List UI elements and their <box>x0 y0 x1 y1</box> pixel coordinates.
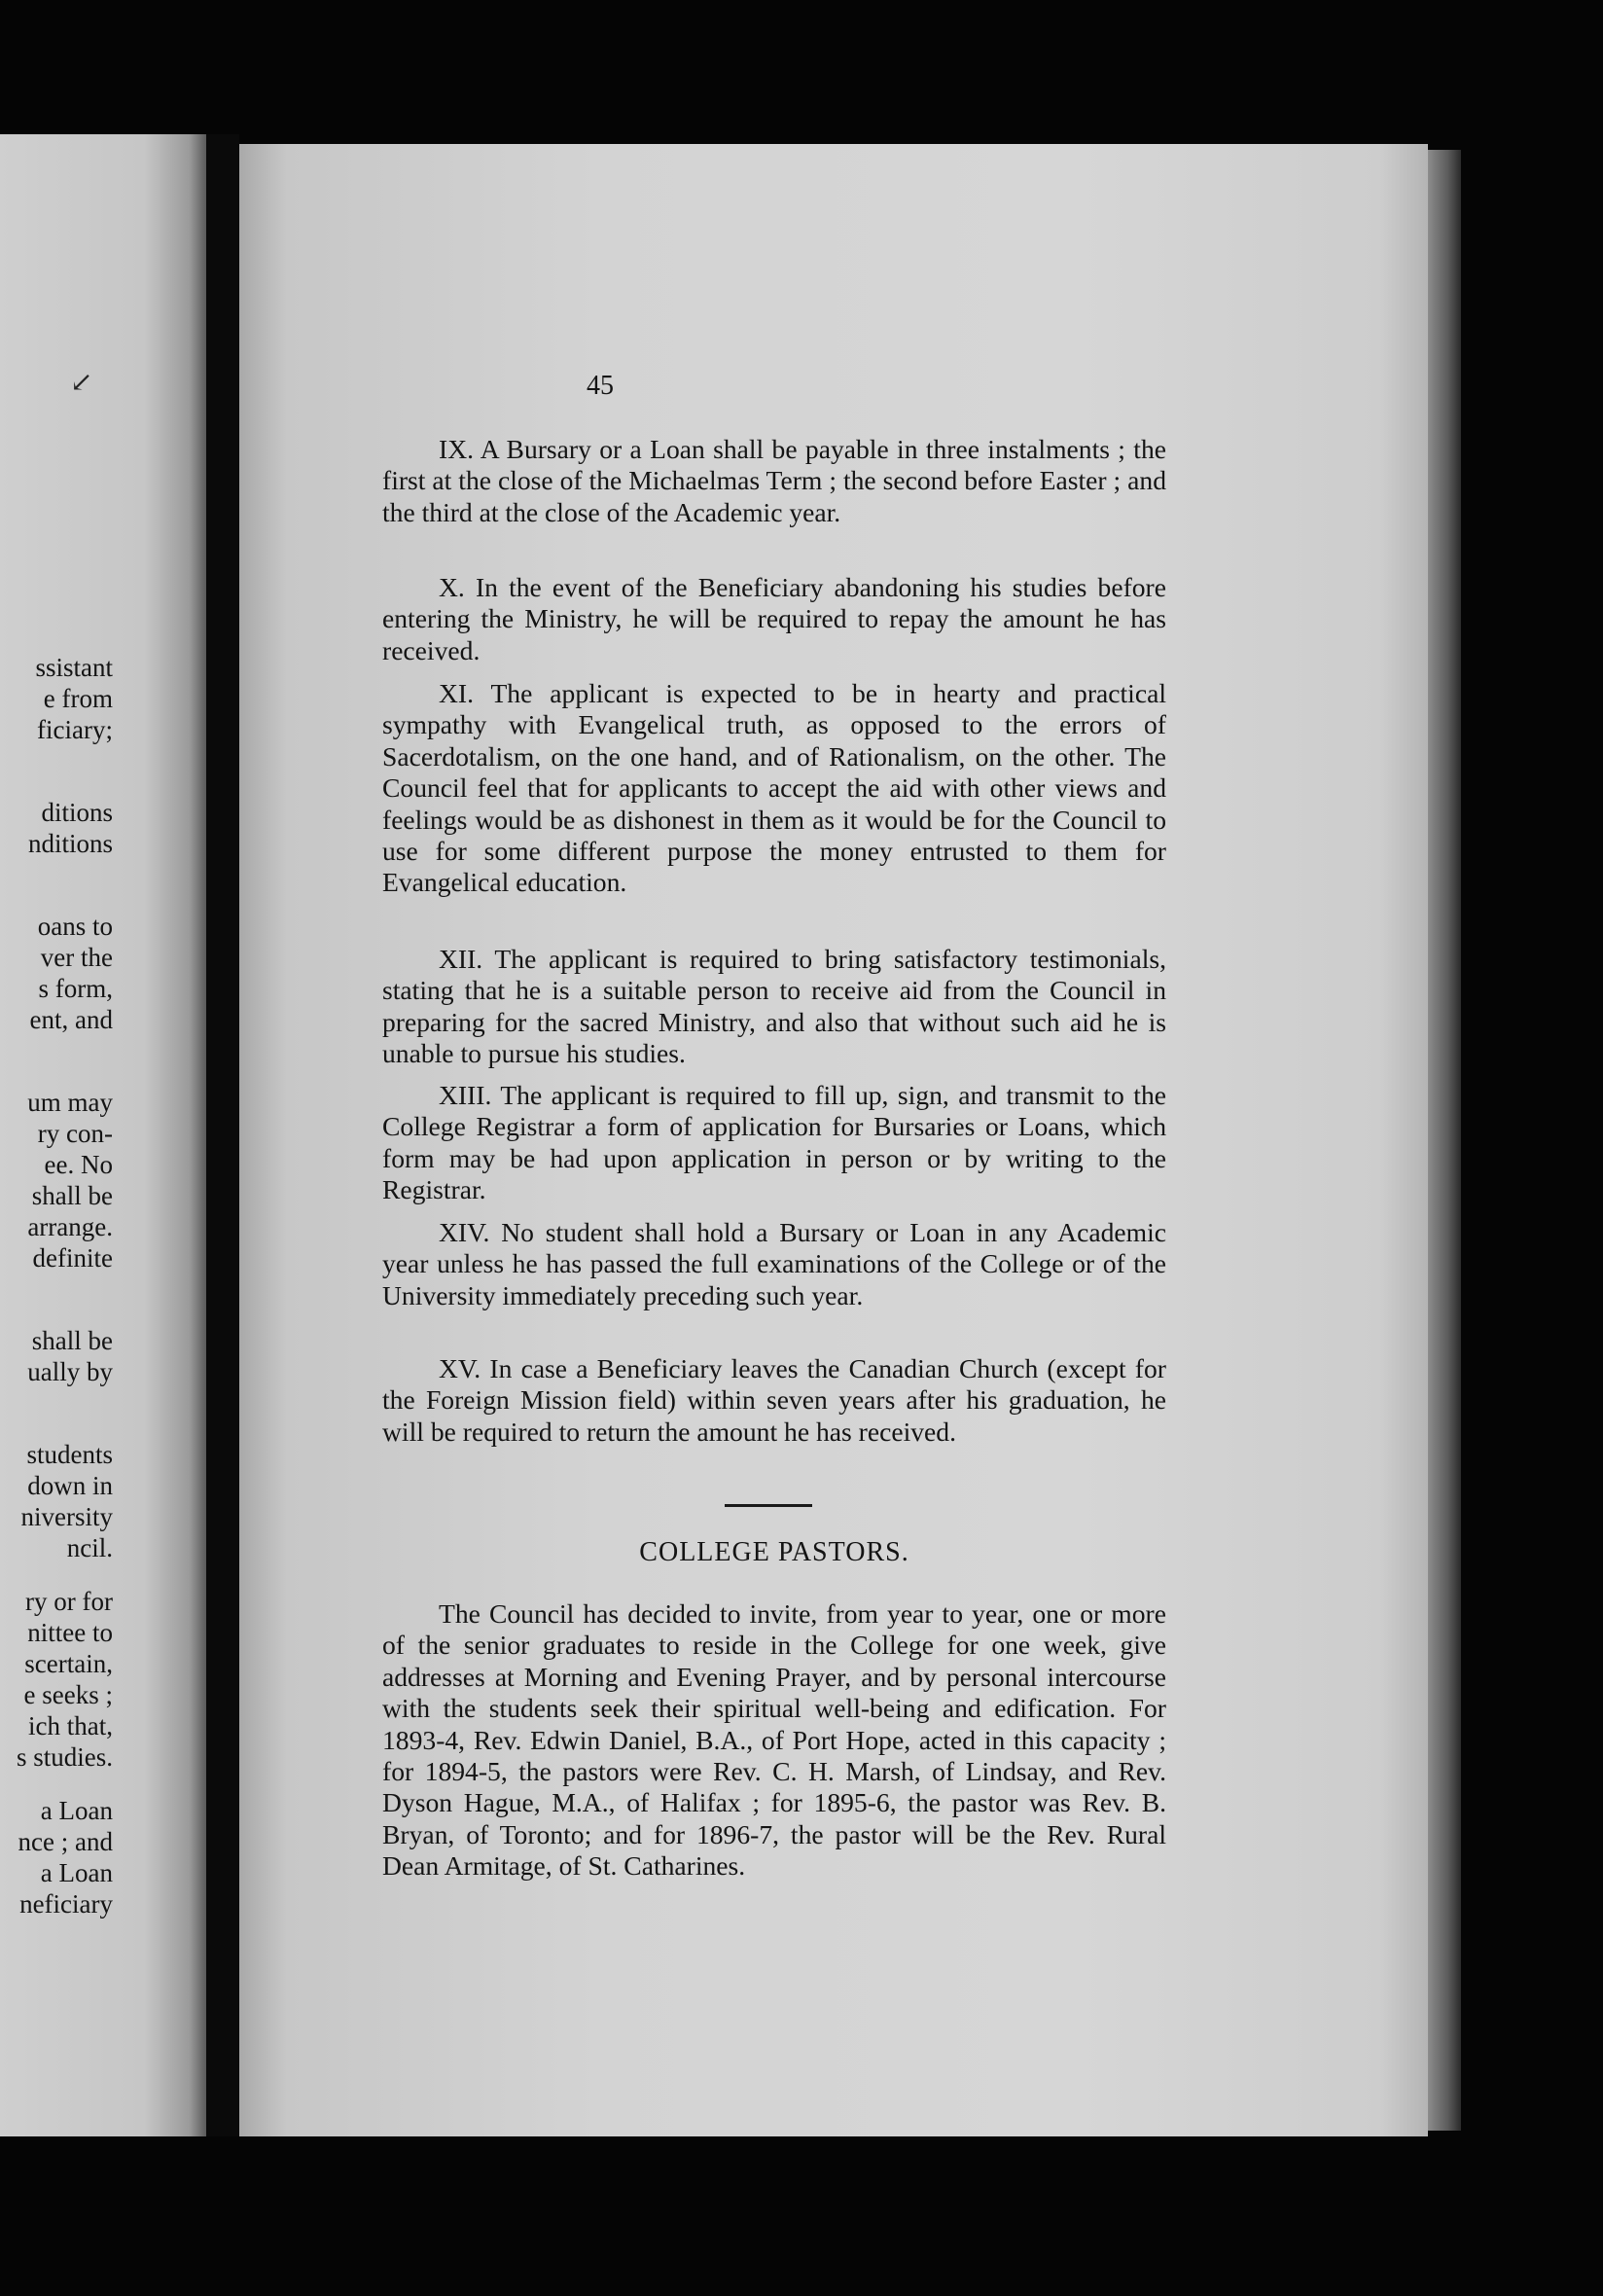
facing-page-fragment: nce ; and <box>18 1827 113 1856</box>
rule-xiv: XIV. No student shall hold a Bursary or Loan in any Academic year unless he has passed the full examinations of the College or of the University immediately preceding such year. <box>382 1217 1166 1310</box>
facing-page-fragment: s form, <box>38 974 113 1003</box>
facing-page-fragment: ver the <box>40 943 113 972</box>
facing-page-fragment: ee. No <box>44 1150 113 1179</box>
facing-page-fragment: ry con- <box>37 1119 113 1148</box>
facing-page-fragment: ually by <box>27 1357 113 1386</box>
page-edge <box>1428 150 1461 2131</box>
facing-page-fragment: down in <box>27 1471 113 1500</box>
main-page <box>239 144 1428 2136</box>
facing-page-fragment: definite <box>32 1243 113 1273</box>
page-number: 45 <box>587 371 614 401</box>
facing-page-fragment: a Loan <box>40 1796 113 1825</box>
rule-ix: IX. A Bursary or a Loan shall be payable in three instalments ; the first at the close of the Michaelmas Term ; the second before Easter ; and the third at the close of the Academic year. <box>382 434 1166 527</box>
facing-page-fragment: ncil. <box>66 1533 113 1562</box>
facing-page-fragment: niversity <box>20 1502 113 1531</box>
facing-page-fragment: students <box>26 1440 113 1469</box>
facing-page-fragment: s studies. <box>16 1742 113 1772</box>
facing-page-fragment: a Loan <box>40 1858 113 1887</box>
facing-page-fragment: arrange. <box>27 1212 113 1241</box>
facing-page-fragment: e from <box>43 684 113 713</box>
college-pastors-paragraph: The Council has decided to invite, from year to year, one or more of the senior graduates to reside in the College for one week, give addresses at Morning and Evening Prayer, and by personal intercourse with the students seek their spiritual well-being and edification. For 1893-4, Rev. Edwin Daniel, B.A., of Port Hope, acted in this capacity ; for 1894-5, the pastors were Rev. C. H. Marsh, of Lindsay, and Rev. Dyson Hague, M.A., of Halifax ; for 1895-6, the pastor was Rev. B. Bryan, of Toronto; and for 1896-7, the pastor will be the Rev. Rural Dean Armitage, of St. Catharines. <box>382 1598 1166 1882</box>
facing-page-fragment: shall be <box>31 1326 113 1355</box>
book-gutter <box>206 134 239 2136</box>
facing-page-fragment: shall be <box>31 1181 113 1210</box>
facing-page-fragment: ent, and <box>29 1005 113 1034</box>
facing-page-fragment: ditions <box>41 798 113 827</box>
rule-xiii: XIII. The applicant is required to fill up, sign, and transmit to the College Registrar a form of application for Bursaries or Loans, which form may be had upon application in person or by writing to the Registrar. <box>382 1080 1166 1205</box>
facing-page-fragment: ssistant <box>35 653 113 682</box>
facing-page-fragment: e seeks ; <box>23 1680 113 1709</box>
facing-page-fragment: neficiary <box>19 1889 113 1919</box>
facing-page-fragment: um may <box>27 1088 113 1117</box>
section-divider <box>725 1504 812 1507</box>
facing-page-fragment: nditions <box>27 829 113 858</box>
facing-page-fragment: nittee to <box>27 1618 113 1647</box>
facing-page-fragment: ry or for <box>25 1587 113 1616</box>
facing-page-fragment: oans to <box>37 912 113 941</box>
facing-page-fragment: ich that, <box>28 1711 113 1740</box>
section-heading: COLLEGE PASTORS. <box>639 1537 909 1567</box>
rule-xv: XV. In case a Beneficiary leaves the Canadian Church (except for the Foreign Mission field) within seven years after his graduation, he will be required to return the amount he has received. <box>382 1353 1166 1447</box>
rule-x: X. In the event of the Beneficiary abandoning his studies before entering the Ministry, he will be required to repay the amount he has received. <box>382 572 1166 665</box>
stray-mark: ↙ <box>70 368 93 398</box>
facing-page <box>0 134 206 2136</box>
facing-page-fragment: ficiary; <box>37 715 113 744</box>
facing-page-fragment: scertain, <box>24 1649 113 1678</box>
rule-xi: XI. The applicant is expected to be in hearty and practical sympathy with Evangelical truth, as opposed to the errors of Sacerdotalism, on the one hand, and of Rationalism, on the other. The Council feel that for applicants to accept the aid with other views and feelings would be as dishonest in them as it would be for the Council to use for some different purpose the money entrusted to them for Evangelical education. <box>382 678 1166 898</box>
rule-xii: XII. The applicant is required to bring satisfactory testimonials, stating that he is a suitable person to receive aid from the Council in preparing for the sacred Ministry, and also that without such aid he is unable to pursue his studies. <box>382 944 1166 1069</box>
